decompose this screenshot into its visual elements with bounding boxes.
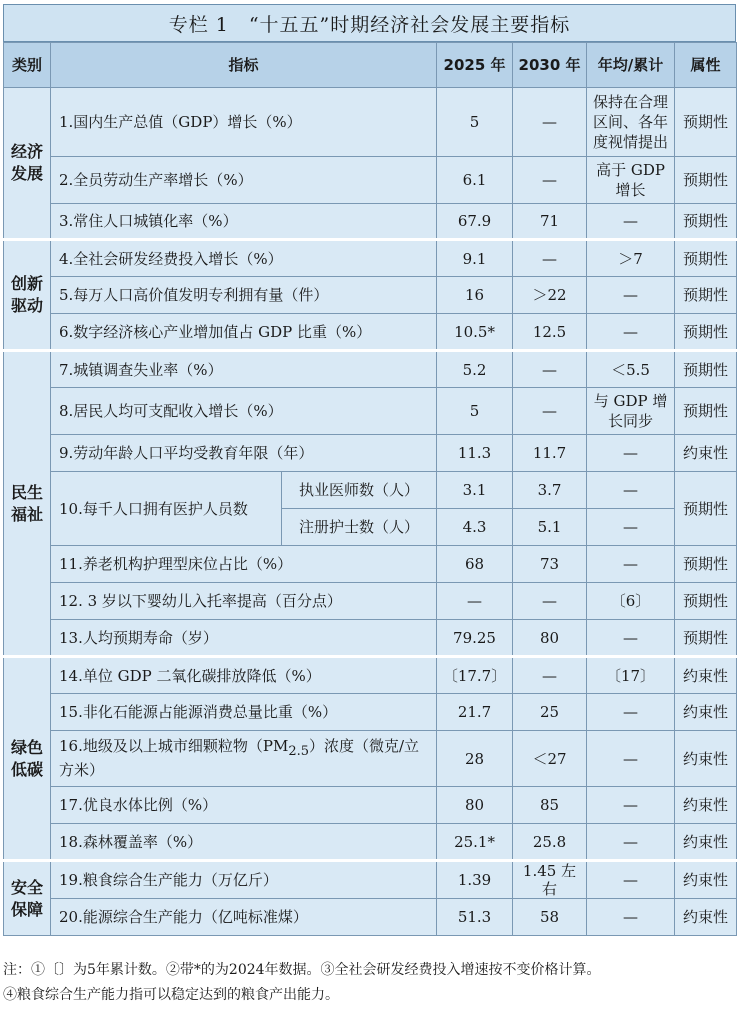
header-2025: 2025 年 — [437, 43, 513, 88]
value-2030: ＞22 — [513, 277, 587, 314]
value-2030: 80 — [513, 620, 587, 657]
value-avg: — — [587, 861, 675, 899]
category-green: 绿色低碳 — [4, 657, 51, 861]
value-avg: 〔6〕 — [587, 583, 675, 620]
value-2025: 51.3 — [437, 899, 513, 936]
value-avg: 与 GDP 增长同步 — [587, 388, 675, 435]
value-2025: 4.3 — [437, 509, 513, 546]
sub-indicator-doctors: 执业医师数（人） — [282, 472, 437, 509]
value-attr: 预期性 — [675, 204, 737, 240]
value-avg: 高于 GDP 增长 — [587, 157, 675, 204]
value-2025: 68 — [437, 546, 513, 583]
indicator-name: 19.粮食综合生产能力（万亿斤） — [51, 861, 437, 899]
value-2025: 5.2 — [437, 351, 513, 388]
value-2025: 80 — [437, 787, 513, 824]
value-2030: 11.7 — [513, 435, 587, 472]
table-row — [4, 731, 737, 787]
header-avg: 年均/累计 — [587, 43, 675, 88]
value-2030: — — [513, 388, 587, 435]
value-attr: 预期性 — [675, 583, 737, 620]
value-2030: 73 — [513, 546, 587, 583]
value-2030: 5.1 — [513, 509, 587, 546]
value-avg: — — [587, 204, 675, 240]
value-2025: 25.1* — [437, 824, 513, 861]
indicator-panel — [3, 4, 736, 936]
table-row — [4, 861, 737, 899]
sub-indicator-nurses: 注册护士数（人） — [282, 509, 437, 546]
value-2025: 6.1 — [437, 157, 513, 204]
value-avg: 〔17〕 — [587, 657, 675, 694]
value-2030: 71 — [513, 204, 587, 240]
value-2030: 25.8 — [513, 824, 587, 861]
table-row — [4, 435, 737, 472]
value-2025: 16 — [437, 277, 513, 314]
value-2030: 1.45 左右 — [513, 861, 587, 899]
table-row — [4, 240, 737, 277]
value-avg: — — [587, 787, 675, 824]
header-row — [4, 43, 737, 88]
value-avg: ＞7 — [587, 240, 675, 277]
value-attr: 预期性 — [675, 546, 737, 583]
indicator-name: 2.全员劳动生产率增长（%） — [51, 157, 437, 204]
value-attr: 约束性 — [675, 657, 737, 694]
value-avg: — — [587, 509, 675, 546]
value-avg: — — [587, 731, 675, 787]
value-attr: 预期性 — [675, 277, 737, 314]
indicator-name: 4.全社会研发经费投入增长（%） — [51, 240, 437, 277]
indicator-name: 17.优良水体比例（%） — [51, 787, 437, 824]
value-attr: 预期性 — [675, 314, 737, 351]
table-row — [4, 824, 737, 861]
value-2030: — — [513, 157, 587, 204]
value-attr: 约束性 — [675, 824, 737, 861]
value-2025: 67.9 — [437, 204, 513, 240]
table-row — [4, 351, 737, 388]
value-2025: 28 — [437, 731, 513, 787]
header-2030: 2030 年 — [513, 43, 587, 88]
value-2030: — — [513, 583, 587, 620]
value-attr: 约束性 — [675, 435, 737, 472]
value-2030: 3.7 — [513, 472, 587, 509]
value-2030: 85 — [513, 787, 587, 824]
value-2030: 12.5 — [513, 314, 587, 351]
value-2025: 3.1 — [437, 472, 513, 509]
category-innov: 创新驱动 — [4, 240, 51, 351]
value-2030: ＜27 — [513, 731, 587, 787]
indicator-name-part-b: ）浓度（微克/立方米） — [59, 737, 420, 779]
value-attr: 预期性 — [675, 240, 737, 277]
indicator-name: 5.每万人口高价值发明专利拥有量（件） — [51, 277, 437, 314]
value-2025: 21.7 — [437, 694, 513, 731]
table-row — [4, 388, 737, 435]
indicator-name: 13.人均预期寿命（岁） — [51, 620, 437, 657]
indicator-name: 20.能源综合生产能力（亿吨标准煤） — [51, 899, 437, 936]
table-row — [4, 787, 737, 824]
table-row — [4, 157, 737, 204]
table-row — [4, 657, 737, 694]
value-2025: 〔17.7〕 — [437, 657, 513, 694]
indicator-name: 9.劳动年龄人口平均受教育年限（年） — [51, 435, 437, 472]
table-notes — [3, 958, 738, 1008]
indicator-name: 15.非化石能源占能源消费总量比重（%） — [51, 694, 437, 731]
value-2030: 25 — [513, 694, 587, 731]
value-2025: 10.5* — [437, 314, 513, 351]
indicator-table — [3, 42, 737, 936]
value-attr: 约束性 — [675, 861, 737, 899]
table-row — [4, 899, 737, 936]
table-row — [4, 546, 737, 583]
note-line-1: 注：①〔〕为5年累计数。②带*的为2024年数据。③全社会研发经费投入增速按不变价格计算。 — [3, 962, 601, 978]
value-2025: 9.1 — [437, 240, 513, 277]
value-avg: — — [587, 435, 675, 472]
value-avg: — — [587, 546, 675, 583]
table-row — [4, 277, 737, 314]
value-avg: — — [587, 472, 675, 509]
value-2025: — — [437, 583, 513, 620]
indicator-name: 12. 3 岁以下婴幼儿入托率提高（百分点） — [51, 583, 437, 620]
category-econ: 经济发展 — [4, 88, 51, 240]
header-category: 类别 — [4, 43, 51, 88]
table-row — [4, 694, 737, 731]
value-2030: — — [513, 240, 587, 277]
value-avg: 保持在合理区间、各年度视情提出 — [587, 88, 675, 157]
value-avg: — — [587, 899, 675, 936]
table-row — [4, 314, 737, 351]
value-attr: 约束性 — [675, 694, 737, 731]
category-security: 安全保障 — [4, 861, 51, 936]
note-line-2: ④粮食综合生产能力指可以稳定达到的粮食产出能力。 — [3, 987, 339, 1003]
header-indicator: 指标 — [51, 43, 437, 88]
indicator-name: 3.常住人口城镇化率（%） — [51, 204, 437, 240]
value-avg: — — [587, 620, 675, 657]
value-avg: — — [587, 824, 675, 861]
pm25-subscript: 2.5 — [288, 744, 309, 759]
indicator-name: 11.养老机构护理型床位占比（%） — [51, 546, 437, 583]
value-2025: 1.39 — [437, 861, 513, 899]
table-row — [4, 88, 737, 157]
value-2025: 79.25 — [437, 620, 513, 657]
value-attr: 预期性 — [675, 157, 737, 204]
indicator-name — [51, 731, 437, 787]
value-attr: 预期性 — [675, 351, 737, 388]
indicator-name: 1.国内生产总值（GDP）增长（%） — [51, 88, 437, 157]
table-row — [4, 472, 737, 509]
value-attr: 预期性 — [675, 472, 737, 546]
indicator-name: 18.森林覆盖率（%） — [51, 824, 437, 861]
panel-title: 专栏 1 “十五五”时期经济社会发展主要指标 — [3, 4, 736, 42]
table-row — [4, 204, 737, 240]
indicator-name: 14.单位 GDP 二氧化碳排放降低（%） — [51, 657, 437, 694]
value-2025: 11.3 — [437, 435, 513, 472]
value-2030: 58 — [513, 899, 587, 936]
value-attr: 预期性 — [675, 388, 737, 435]
indicator-name-part-a: 16.地级及以上城市细颗粒物（PM — [59, 737, 289, 755]
table-row — [4, 620, 737, 657]
category-welfare: 民生福祉 — [4, 351, 51, 657]
value-2025: 5 — [437, 388, 513, 435]
value-avg: — — [587, 314, 675, 351]
value-2030: — — [513, 657, 587, 694]
value-attr: 预期性 — [675, 88, 737, 157]
value-avg: — — [587, 694, 675, 731]
indicator-name: 6.数字经济核心产业增加值占 GDP 比重（%） — [51, 314, 437, 351]
value-attr: 预期性 — [675, 620, 737, 657]
value-2025: 5 — [437, 88, 513, 157]
header-attr: 属性 — [675, 43, 737, 88]
value-2030: — — [513, 351, 587, 388]
value-2030: — — [513, 88, 587, 157]
indicator-name: 10.每千人口拥有医护人员数 — [51, 472, 282, 546]
table-row — [4, 583, 737, 620]
value-avg: — — [587, 277, 675, 314]
value-attr: 约束性 — [675, 787, 737, 824]
value-attr: 约束性 — [675, 731, 737, 787]
indicator-name: 7.城镇调查失业率（%） — [51, 351, 437, 388]
indicator-name: 8.居民人均可支配收入增长（%） — [51, 388, 437, 435]
value-avg: ＜5.5 — [587, 351, 675, 388]
value-attr: 约束性 — [675, 899, 737, 936]
